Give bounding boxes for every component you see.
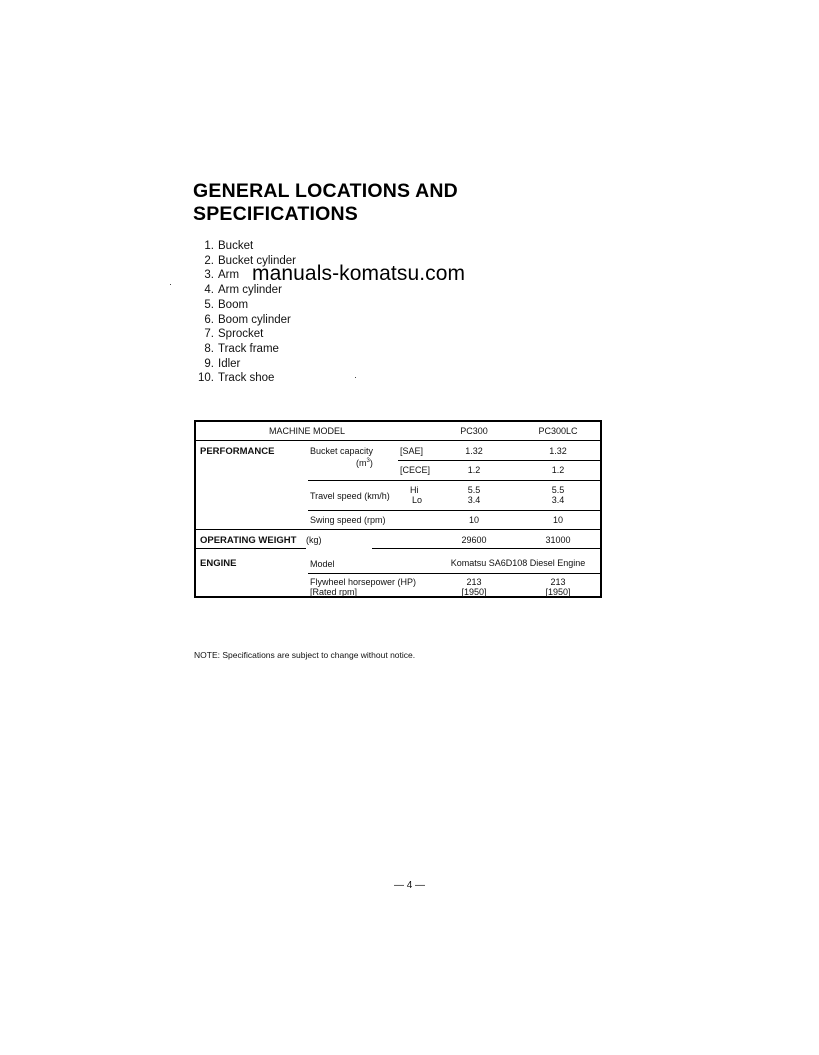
engine-model-value: Komatsu SA6D108 Diesel Engine	[450, 558, 586, 568]
pc300lc-operating-weight: 31000	[545, 535, 571, 545]
flywheel-hp-label: Flywheel horsepower (HP)	[310, 577, 417, 587]
item-number: 3.	[204, 269, 214, 282]
list-item	[193, 313, 296, 328]
pc300lc-flywheel-hp: 213	[550, 577, 566, 587]
page-number: — 4 —	[393, 880, 426, 891]
list-item	[193, 298, 296, 313]
list-item	[193, 342, 296, 357]
pc300-travel-hi: 5.5	[467, 485, 481, 495]
operating-weight-unit: (kg)	[306, 535, 322, 545]
item-number: 7.	[204, 328, 214, 341]
row-divider	[308, 480, 602, 481]
pc300-rated-rpm: [1950]	[461, 587, 487, 597]
pc300lc-travel-hi: 5.5	[551, 485, 565, 495]
list-item	[193, 371, 296, 386]
bucket-capacity-unit: $(m^3)$	[356, 458, 373, 468]
row-divider	[372, 548, 602, 549]
pc300lc-travel-lo: 3.4	[551, 495, 565, 505]
pc300lc-rated-rpm: [1950]	[545, 587, 571, 597]
item-label: Arm cylinder	[218, 284, 282, 297]
item-label: Arm	[218, 269, 240, 282]
item-label: Track frame	[218, 342, 279, 355]
title-line-2: SPECIFICATIONS	[193, 203, 358, 225]
scan-speck	[355, 377, 356, 378]
pc300-swing-speed: 10	[468, 515, 479, 525]
item-number: 9.	[204, 357, 214, 370]
item-label: Track shoe	[218, 372, 275, 385]
watermark-text: manuals-komatsu.com	[252, 262, 466, 285]
row-divider	[308, 573, 602, 574]
row-divider	[398, 460, 602, 461]
row-divider	[196, 440, 602, 441]
rated-rpm-label: [Rated rpm]	[310, 587, 358, 597]
item-label: Sprocket	[218, 328, 264, 341]
travel-speed-label: Travel speed (km/h)	[310, 491, 390, 501]
operating-weight-label: OPERATING WEIGHT	[200, 535, 297, 546]
swing-speed-label: Swing speed (rpm)	[310, 515, 386, 525]
pc300-operating-weight: 29600	[461, 535, 487, 545]
list-item	[193, 327, 296, 342]
page-title	[193, 180, 458, 226]
performance-label: PERFORMANCE	[200, 446, 275, 457]
pc300lc-bucket-sae: 1.32	[549, 446, 567, 456]
engine-model-label: Model	[310, 559, 335, 569]
item-number: 4.	[204, 284, 214, 297]
item-label: Boom	[218, 298, 249, 311]
row-divider	[196, 529, 602, 530]
row-divider	[196, 548, 306, 549]
specifications-note: NOTE: Specifications are subject to change without notice.	[194, 650, 416, 660]
list-item	[193, 357, 296, 372]
pc300-bucket-sae: 1.32	[465, 446, 483, 456]
pc300lc-bucket-cece: 1.2	[551, 465, 565, 475]
sae-label: [SAE]	[400, 446, 424, 456]
travel-lo-label: Lo	[412, 495, 423, 505]
item-number: 10.	[198, 372, 214, 385]
specifications-table	[194, 420, 602, 598]
pc300-travel-lo: 3.4	[467, 495, 481, 505]
item-label: Idler	[218, 357, 241, 370]
item-number: 6.	[204, 313, 214, 326]
header-pc300: PC300	[460, 426, 488, 436]
item-number: 2.	[204, 254, 214, 267]
item-number: 1.	[204, 240, 214, 252]
header-pc300lc: PC300LC	[538, 426, 578, 436]
travel-hi-label: Hi	[410, 485, 419, 495]
engine-label: ENGINE	[200, 558, 237, 569]
row-divider	[308, 510, 602, 511]
list-item	[193, 239, 296, 254]
item-number: 8.	[204, 342, 214, 355]
item-label: Bucket cylinder	[218, 254, 296, 267]
item-label: Boom cylinder	[218, 313, 291, 326]
pc300-bucket-cece: 1.2	[467, 465, 481, 475]
item-number: 5.	[204, 298, 214, 311]
item-label: Bucket	[218, 240, 254, 252]
title-line-1: GENERAL LOCATIONS AND	[193, 180, 458, 202]
pc300-flywheel-hp: 213	[466, 577, 482, 587]
header-machine-model: MACHINE MODEL	[268, 426, 345, 436]
scan-speck	[170, 284, 171, 285]
cece-label: [CECE]	[400, 465, 431, 475]
pc300lc-swing-speed: 10	[552, 515, 563, 525]
bucket-capacity-label: Bucket capacity	[310, 446, 374, 456]
